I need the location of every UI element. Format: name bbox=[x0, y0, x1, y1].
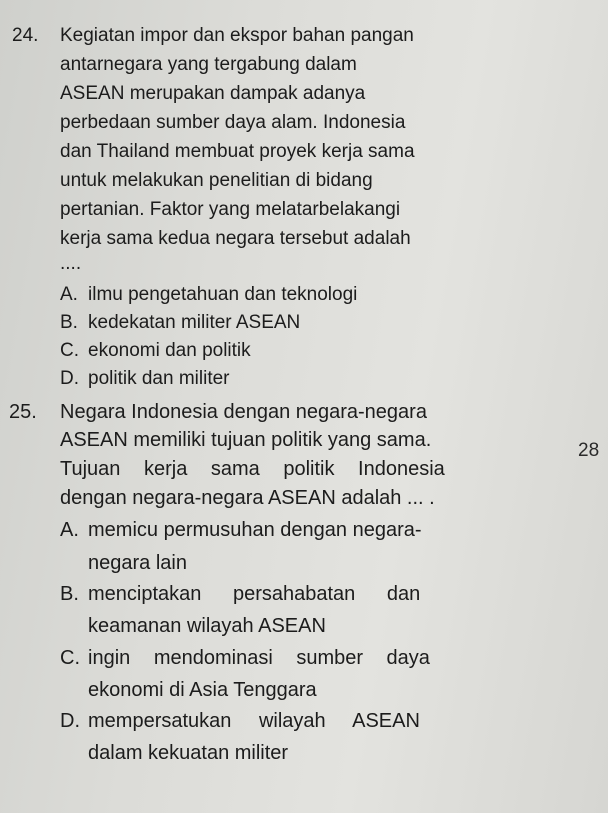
option-d bbox=[60, 367, 230, 391]
question-stem-line: Tujuan kerja sama politik Indonesia bbox=[60, 458, 445, 480]
question-stem-line: dan Thailand membuat proyek kerja sama bbox=[60, 141, 415, 162]
option-text: politik dan militer bbox=[88, 368, 230, 389]
option-d bbox=[60, 709, 420, 733]
option-b bbox=[60, 582, 420, 606]
question-stem-line: Negara Indonesia dengan negara-negara bbox=[60, 401, 427, 423]
option-text: ingin mendominasi sumber daya bbox=[88, 647, 430, 669]
question-number: 25. bbox=[9, 401, 37, 423]
option-text: memicu permusuhan dengan negara- bbox=[88, 519, 422, 541]
question-stem-line: dengan negara-negara ASEAN adalah ... . bbox=[60, 487, 435, 509]
question-stem-line: kerja sama kedua negara tersebut adalah bbox=[60, 228, 411, 249]
option-letter: B. bbox=[60, 312, 78, 333]
option-text-continued: ekonomi di Asia Tenggara bbox=[88, 679, 317, 701]
question-stem-line: pertanian. Faktor yang melatarbelakangi bbox=[60, 199, 401, 220]
option-a bbox=[60, 518, 422, 542]
option-letter: A. bbox=[60, 284, 78, 305]
option-text-continued: dalam kekuatan militer bbox=[88, 742, 289, 764]
option-letter: A. bbox=[60, 519, 79, 541]
question-stem-line: ASEAN memiliki tujuan politik yang sama. bbox=[60, 429, 432, 451]
question-stem-line: Kegiatan impor dan ekspor bahan pangan bbox=[60, 25, 414, 46]
option-text: ekonomi dan politik bbox=[88, 340, 251, 361]
question-stem-line: .... bbox=[60, 253, 82, 274]
option-letter: D. bbox=[60, 368, 79, 389]
option-letter: C. bbox=[60, 647, 80, 669]
option-text: menciptakan persahabatan dan bbox=[88, 583, 421, 605]
question-stem-line: antarnegara yang tergabung dalam bbox=[60, 54, 357, 75]
option-text: mempersatukan wilayah ASEAN bbox=[88, 710, 420, 732]
option-letter: D. bbox=[60, 710, 80, 732]
option-a bbox=[60, 283, 357, 307]
question-stem-line: ASEAN merupakan dampak adanya bbox=[60, 83, 366, 104]
margin-number: 28 bbox=[578, 440, 600, 461]
question-stem-line: perbedaan sumber daya alam. Indonesia bbox=[60, 112, 406, 133]
option-b bbox=[60, 311, 300, 335]
option-text: ilmu pengetahuan dan teknologi bbox=[88, 284, 358, 305]
option-letter: C. bbox=[60, 340, 79, 361]
question-number: 24. bbox=[12, 25, 39, 46]
option-text-continued: keamanan wilayah ASEAN bbox=[88, 615, 326, 637]
option-text: kedekatan militer ASEAN bbox=[88, 312, 301, 333]
option-c bbox=[60, 339, 251, 363]
option-letter: B. bbox=[60, 583, 79, 605]
question-stem-line: untuk melakukan penelitian di bidang bbox=[60, 170, 373, 191]
option-text-continued: negara lain bbox=[88, 552, 187, 574]
option-c bbox=[60, 646, 430, 670]
